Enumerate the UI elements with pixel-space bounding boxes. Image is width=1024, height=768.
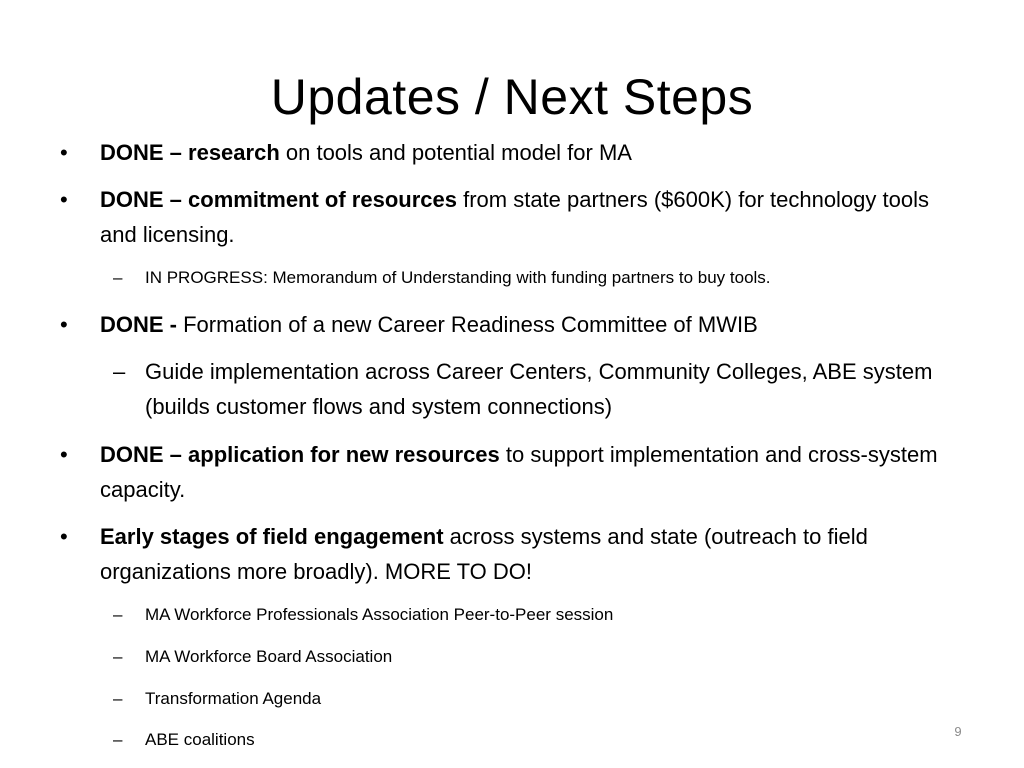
bullet-bold-text: DONE – research [100, 140, 280, 165]
sub-bullet-marker: – [113, 730, 123, 749]
bullet-bold-text: DONE – commitment of resources [100, 187, 457, 212]
page-number: 9 [954, 724, 962, 739]
bullet-marker: • [60, 187, 68, 212]
bullet-item [60, 135, 940, 170]
bullet-item [60, 519, 940, 589]
bullet-marker: • [60, 524, 68, 549]
bullet-marker: • [60, 442, 68, 467]
bullet-item [60, 437, 940, 507]
sub-bullet-item [113, 354, 940, 424]
bullet-bold-text: Early stages of field engagement [100, 524, 444, 549]
sub-bullet-text: ABE coalitions [145, 730, 255, 749]
bullet-text: Formation of a new Career Readiness Committee of MWIB [177, 312, 758, 337]
sub-bullet-item [113, 644, 940, 670]
bullet-marker: • [60, 140, 68, 165]
sub-bullet-marker: – [113, 605, 123, 624]
sub-bullet-text: Guide implementation across Career Centers, Community Colleges, ABE system (builds customer flows and system connections) [145, 359, 933, 419]
bullet-bold-text: DONE – application for new resources [100, 442, 500, 467]
bullet-item [60, 307, 940, 342]
sub-bullet-text: MA Workforce Board Association [145, 647, 393, 666]
sub-bullet-marker: – [113, 359, 126, 384]
bullet-bold-text: DONE - [100, 312, 177, 337]
sub-bullet-marker: – [113, 647, 123, 666]
sub-bullet-item [113, 265, 940, 291]
sub-bullet-item [113, 686, 940, 712]
sub-bullet-marker: – [113, 268, 123, 287]
bullet-item [60, 182, 940, 252]
sub-bullet-text: Transformation Agenda [145, 689, 322, 708]
sub-bullet-item [113, 727, 940, 753]
slide-title: Updates / Next Steps [270, 69, 754, 125]
bullet-text: across systems and state (outreach to field organizations more broadly). MORE TO DO! [100, 524, 868, 584]
bullet-marker: • [60, 312, 68, 337]
sub-bullet-item [113, 602, 940, 628]
bullet-text: from state partners ($600K) for technology tools and licensing. [100, 187, 929, 247]
sub-bullet-text: IN PROGRESS: Memorandum of Understanding with funding partners to buy tools. [145, 268, 771, 287]
sub-bullet-marker: – [113, 689, 123, 708]
bullet-text: to support implementation and cross-system capacity. [100, 442, 938, 502]
sub-bullet-text: MA Workforce Professionals Association Peer-to-Peer session [145, 605, 614, 624]
bullet-text: on tools and potential model for MA [279, 140, 632, 165]
